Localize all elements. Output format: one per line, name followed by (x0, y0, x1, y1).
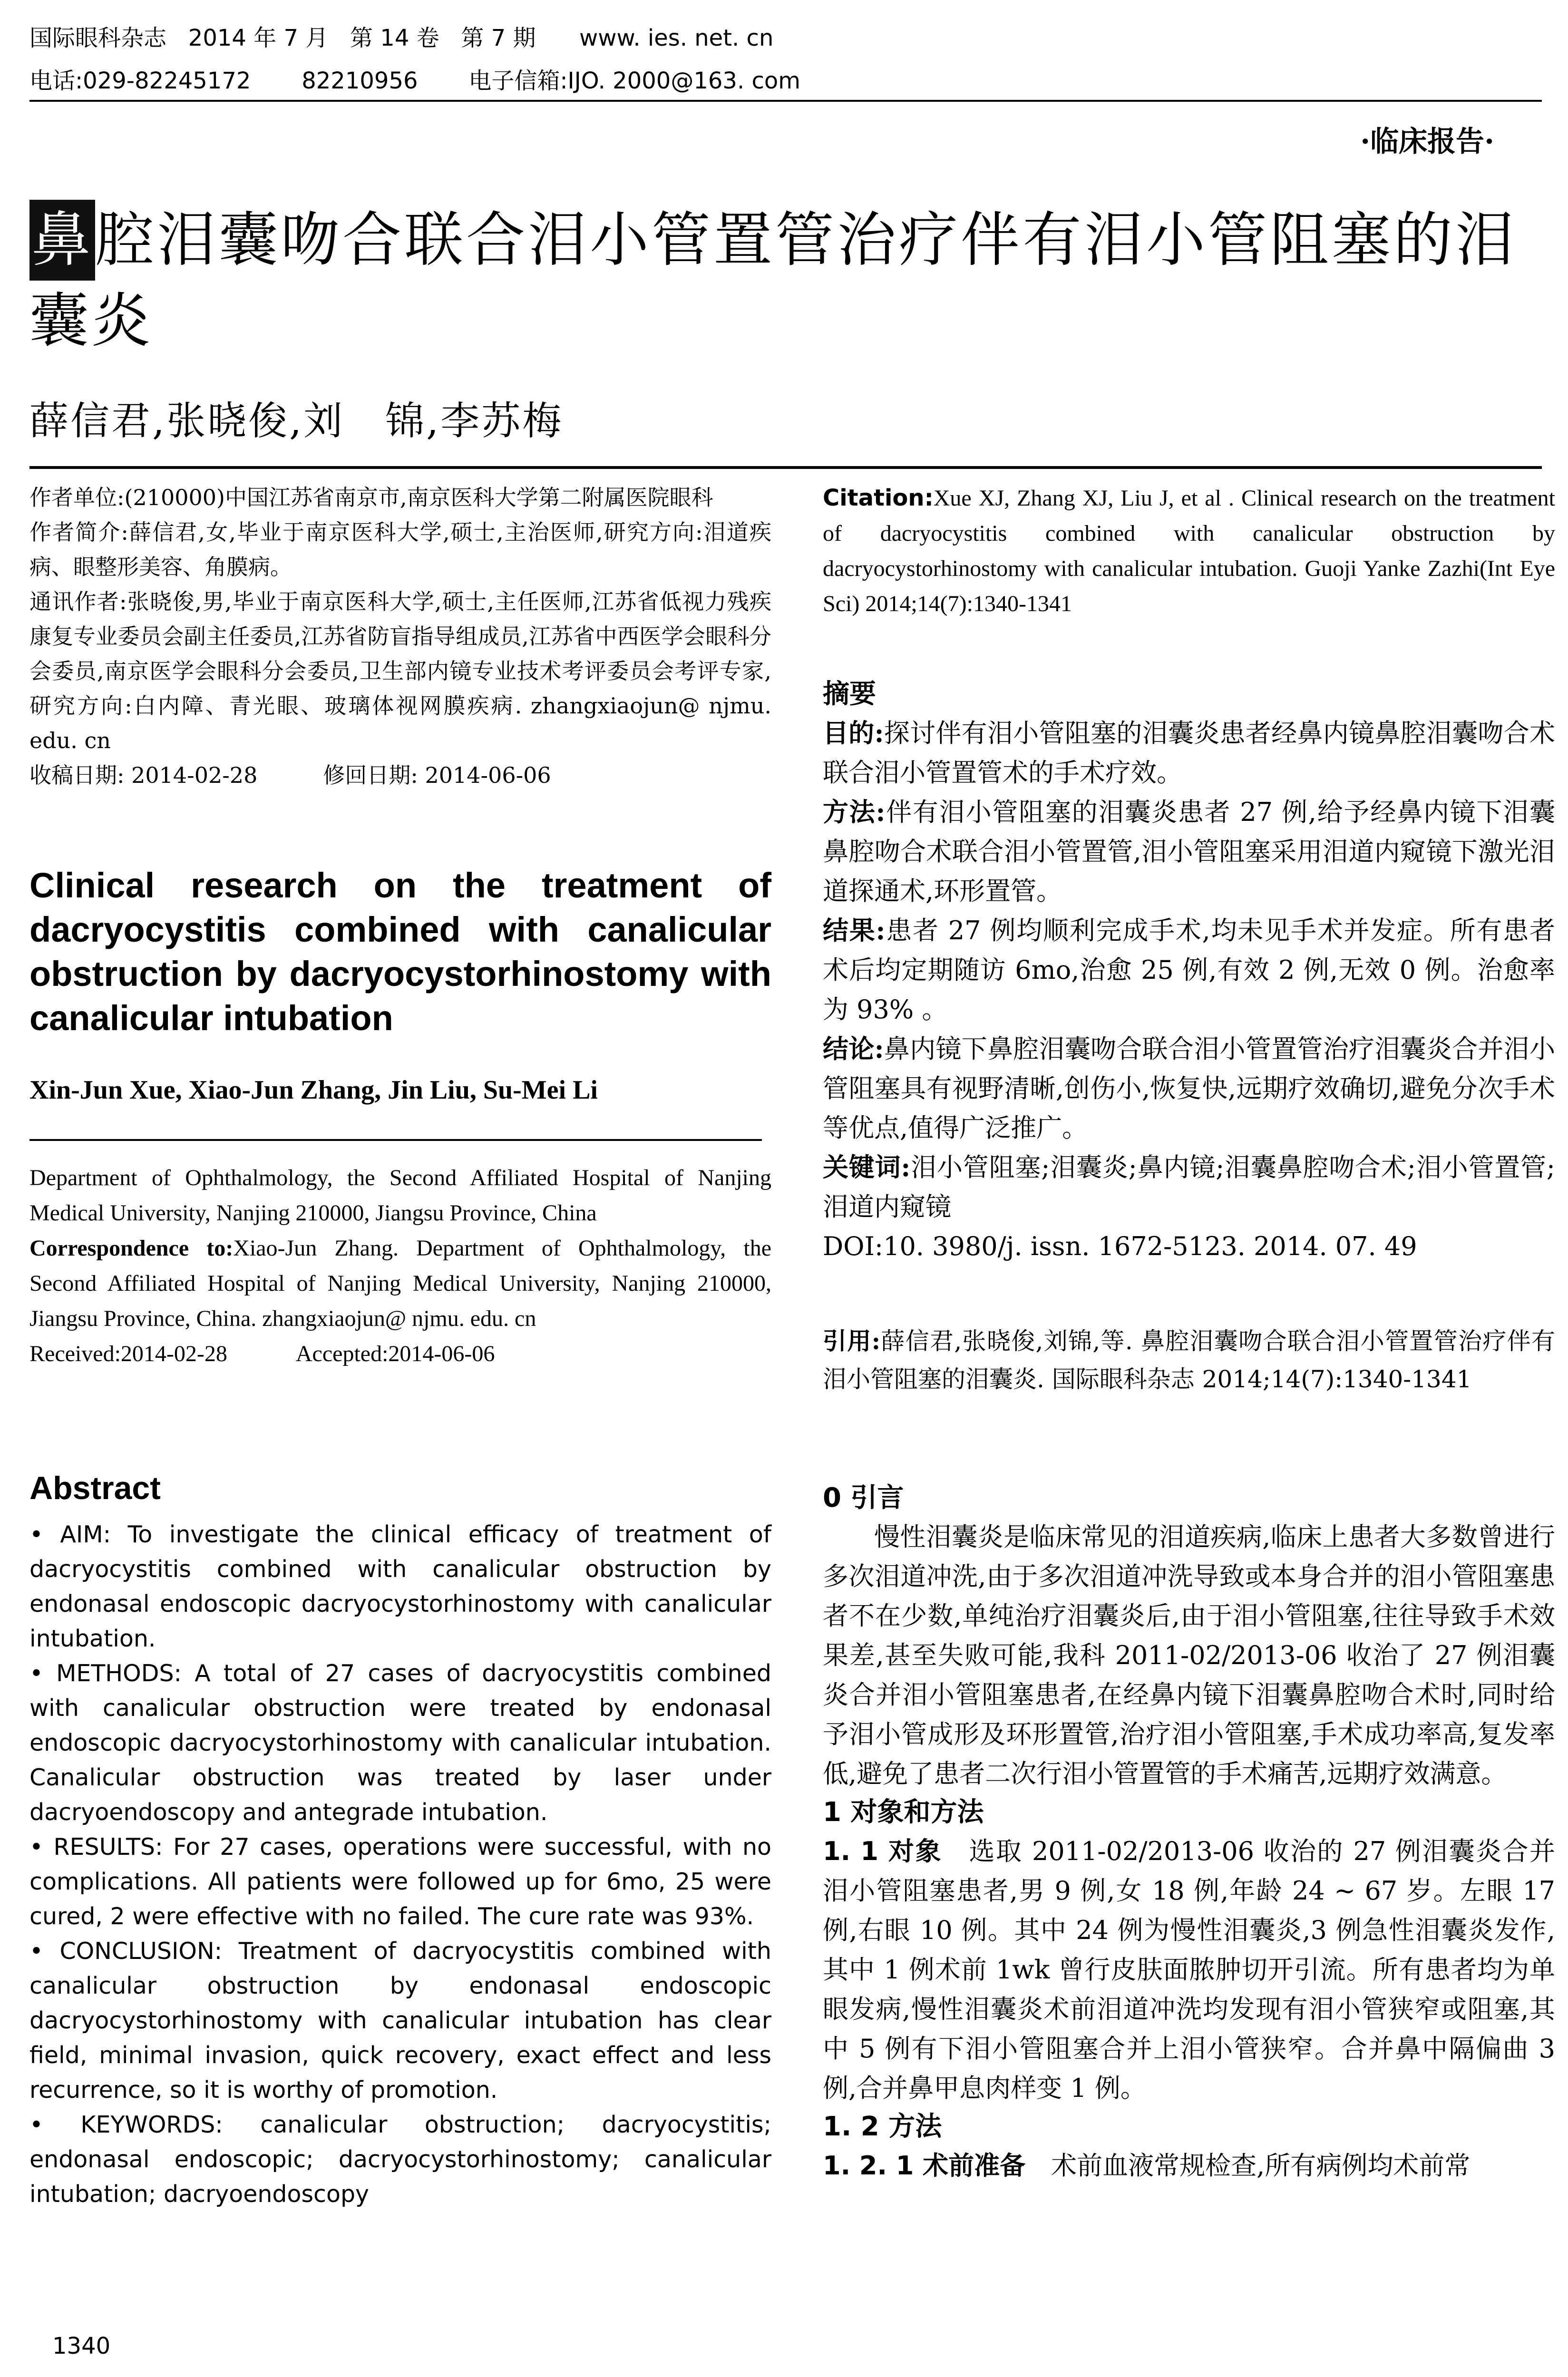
authors-rule (29, 1139, 762, 1141)
methods-label: 方法: (823, 797, 886, 827)
received-accepted: Received:2014-02-28 Accepted:2014-06-06 (29, 1341, 495, 1366)
abstract-cn-heading: 摘要 (823, 679, 876, 710)
correspondence-label: Correspondence to: (29, 1236, 234, 1261)
english-affiliation-block (29, 1160, 771, 1372)
abstract-aim: • AIM: To investigate the clinical efficacy of treatment of dacryocystitis combined with canalicular obstruction by endonasal endoscopic dacryocystorhinostomy with canalicular intubation. (29, 1521, 771, 1652)
abstract-conclusion: • CONCLUSION: Treatment of dacryocystitis combined with canalicular obstruction by endonasal endoscopic dacryocystorhinostomy with canalicular intubation has clear field, minimal invasion, quick recovery, exact effect and less recurrence, so it is worthy of promotion. (29, 1938, 771, 2104)
author-bio: 作者简介:薛信君,女,毕业于南京医科大学,硕士,主治医师,研究方向:泪道疾病、眼整形美容、角膜病。 (29, 519, 771, 580)
chinese-abstract (823, 675, 1555, 1266)
title-rule (29, 466, 1542, 469)
conclusion-text: 鼻内镜下鼻腔泪囊吻合联合泪小管置管治疗泪囊炎合并泪小管阻塞具有视野清晰,创伤小,恢复快,远期疗效确切,避免分次手术等优点,值得广泛推广。 (823, 1034, 1555, 1143)
corresponding-author: 通讯作者:张晓俊,男,毕业于南京医科大学,硕士,主任医师,江苏省低视力残疾康复专业委员会副主任委员,江苏省防盲指导组成员,江苏省中西医学会眼科分会委员,南京医学会眼科分会委员,卫生部内镜专业技术考评委员会考评专家,研究方向:白内障、青光眼、玻璃体视网膜疾病. zhangxiaojun@ njmu. edu. cn (29, 589, 771, 753)
authors-cn: 薛信君,张晓俊,刘 锦,李苏梅 (29, 399, 564, 444)
abstract-body (29, 1517, 771, 2211)
cite-cn-text: 薛信君,张晓俊,刘锦,等. 鼻腔泪囊吻合联合泪小管置管治疗伴有泪小管阻塞的泪囊炎. 国际眼科杂志 2014;14(7):1340-1341 (823, 1327, 1555, 1393)
section-tag: ·临床报告· (1360, 125, 1494, 158)
english-authors: Xin-Jun Xue, Xiao-Jun Zhang, Jin Liu, Su-Mei Li (29, 1075, 598, 1105)
section121-text: 术前血液常规检查,所有病例均术前常 (1025, 2151, 1471, 2181)
header-rule (29, 100, 1542, 102)
abstract-results: • RESULTS: For 27 cases, operations were successful, with no complications. All patients were followed up for 6mo, 25 were cured, 2 were effective with no failed. The cure rate was 93%. (29, 1833, 771, 1930)
citation-text: Xue XJ, Zhang XJ, Liu J, et al . Clinical research on the treatment of dacryocystitis combined with canalicular obstruction by dacryocystorhinostomy with canalicular intubation. Guoji Yanke Zazhi(Int Eye Sci) 2014;14(7):1340-1341 (823, 486, 1555, 616)
section11-text: 选取 2011-02/2013-06 收治的 27 例泪囊炎合并泪小管阻塞患者,男 9 例,女 18 例,年龄 24 ~ 67 岁。左眼 17 例,右眼 10 例。其中 24 例为慢性泪囊炎,3 例急性泪囊炎发作,其中 1 例术前 1wk 曾行皮肤面脓肿切开引流。所有患者均为单眼发病,慢性泪囊炎术前泪道冲洗均发现有泪小管狭窄或阻塞,其中 5 例有下泪小管阻塞合并上泪小管狭窄。合并鼻中隔偏曲 3 例,合并鼻甲息肉样变 1 例。 (823, 1836, 1555, 2103)
results-label: 结果: (823, 915, 886, 945)
body-text (823, 1479, 1555, 2185)
abstract-keywords: • KEYWORDS: canalicular obstruction; dacryocystitis; endonasal endoscopic; dacryocystorhinostomy; canalicular intubation; dacryoendoscopy (29, 2111, 771, 2208)
citation-block (823, 480, 1555, 622)
intro-heading: 0 引言 (823, 1482, 904, 1513)
abstract-methods: • METHODS: A total of 27 cases of dacryocystitis combined with canalicular obstruction were treated by endonasal endoscopic dacryocystorhinostomy with canalicular intubation. Canalicular obstruction was treated by laser under dacryoendoscopy and antegrade intubation. (29, 1660, 771, 1826)
section121-label: 1. 2. 1 术前准备 (823, 2151, 1026, 2181)
keywords-label: 关键词: (823, 1152, 911, 1182)
cite-cn-label: 引用: (823, 1327, 881, 1355)
citation-label: Citation: (823, 485, 934, 511)
correspondence (29, 1231, 771, 1336)
conclusion-label: 结论: (823, 1033, 884, 1064)
aim-text: 探讨伴有泪小管阻塞的泪囊炎患者经鼻内镜鼻腔泪囊吻合术联合泪小管置管术的手术疗效。 (823, 718, 1555, 788)
results-text: 患者 27 例均顺利完成手术,均未见手术并发症。所有患者术后均定期随访 6mo,治愈 25 例,有效 2 例,无效 0 例。治愈率为 93% 。 (823, 916, 1555, 1024)
section12-heading: 1. 2 方法 (823, 2111, 942, 2142)
affiliation-line: 作者单位:(210000)中国江苏省南京市,南京医科大学第二附属医院眼科 (29, 485, 713, 510)
affiliation-block (29, 480, 771, 793)
doi: DOI:10. 3980/j. issn. 1672-5123. 2014. 07. 49 (823, 1231, 1417, 1261)
intro-paragraph: 慢性泪囊炎是临床常见的泪道疾病,临床上患者大多数曾进行多次泪道冲洗,由于多次泪道冲洗导致或本身合并的泪小管阻塞患者不在少数,单纯治疗泪囊炎后,由于泪小管阻塞,往往导致手术效果差,甚至失败可能,我科 2011-02/2013-06 收治了 27 例泪囊炎合并泪小管阻塞患者,在经鼻内镜下泪囊鼻腔吻合术时,同时给予泪小管成形及环形置管,治疗泪小管阻塞,手术成功率高,复发率低,避免了患者二次行泪小管置管的手术痛苦,远期疗效满意。 (823, 1522, 1555, 1789)
english-title: Clinical research on the treatment of dacryocystitis combined with canalicular obstruction by dacryocystorhinostomy with canalicular intubation (29, 866, 771, 1038)
keywords-text: 泪小管阻塞;泪囊炎;鼻内镜;泪囊鼻腔吻合术;泪小管置管;泪道内窥镜 (823, 1152, 1556, 1222)
abstract-heading: Abstract (29, 1470, 161, 1506)
received-dates-cn: 收稿日期: 2014-02-28 修回日期: 2014-06-06 (29, 762, 551, 788)
title-rest: 腔泪囊吻合联合泪小管置管治疗伴有泪小管阻塞的泪囊炎 (29, 206, 1518, 355)
aim-label: 目的: (823, 718, 884, 748)
page-number: 1340 (52, 2333, 111, 2359)
correspondence-text: Xiao-Jun Zhang. Department of Ophthalmology, the Second Affiliated Hospital of Nanjing Medical University, Nanjing 210000, Jiangsu Province, China. zhangxiaojun@ njmu. edu. cn (29, 1236, 771, 1331)
citation-cn-block (823, 1322, 1555, 1398)
section11-label: 1. 1 对象 (823, 1836, 943, 1866)
journal-header-line2: 电话:029-82245172 82210956 电子信箱:IJO. 2000@163. com (29, 68, 800, 94)
english-affiliation: Department of Ophthalmology, the Second Affiliated Hospital of Nanjing Medical University, Nanjing 210000, Jiangsu Province, China (29, 1165, 771, 1226)
methods-text: 伴有泪小管阻塞的泪囊炎患者 27 例,给予经鼻内镜下泪囊鼻腔吻合术联合泪小管置管,泪小管阻塞采用泪道内窥镜下激光泪道探通术,环形置管。 (823, 797, 1555, 906)
title-first-char: 鼻 (29, 200, 95, 281)
journal-header-line1: 国际眼科杂志 2014 年 7 月 第 14 卷 第 7 期 www. ies. net. cn (29, 25, 774, 51)
article-title (29, 200, 1537, 361)
section1-heading: 1 对象和方法 (823, 1797, 984, 1828)
